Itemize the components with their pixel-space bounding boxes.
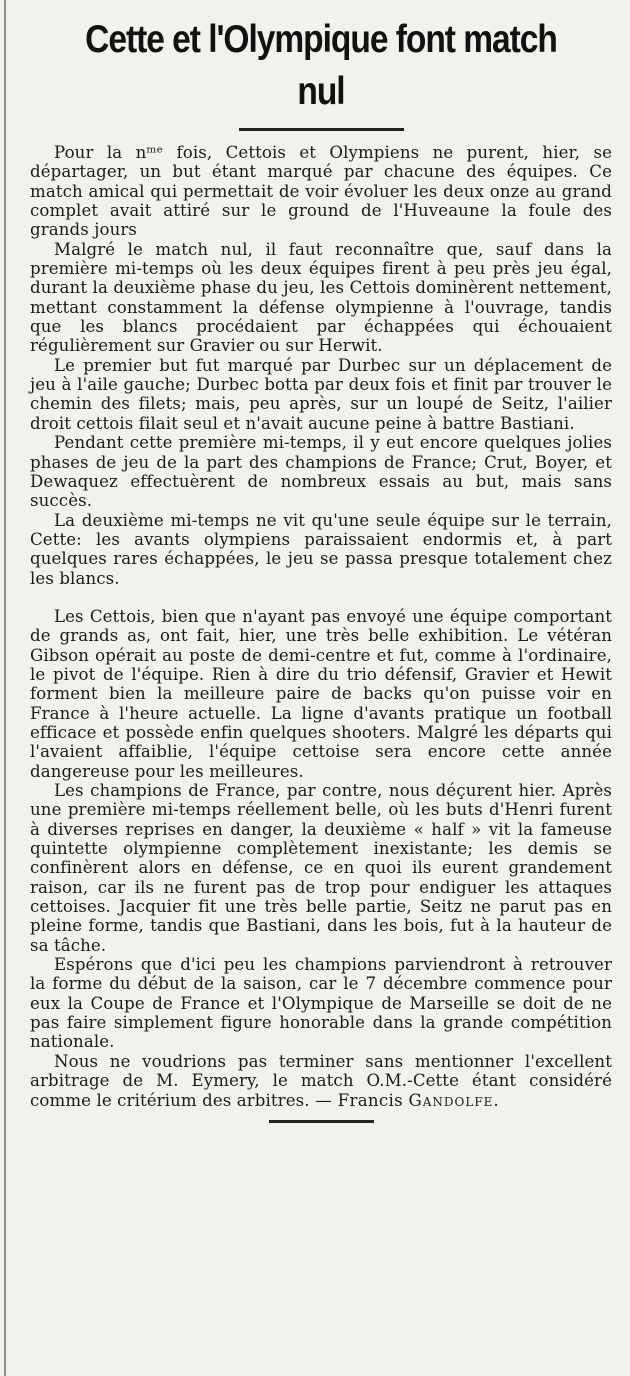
title-divider [239, 128, 404, 131]
paragraph-2: Malgré le match nul, il faut reconnaître que, sauf dans la première mi-temps où les deux équipes firent à peu près jeu égal, durant la deuxième phase du jeu, les Cettois dominèrent nettement, mettant constamment la défense olympienne à l'ouvrage, tandis que les blancs procédaient par échappées qui échouaient régulièrement sur Gravier ou sur Herwit. [30, 239, 612, 356]
paragraph-9 [30, 1052, 612, 1110]
paragraph-3: Le premier but fut marqué par Durbec sur un déplacement de jeu à l'aile gauche; Durbec botta par deux fois et finit par trouver le chemin des filets; mais, peu après, sur un loupé de Seitz, l'ailier droit cettois filait seul et n'avait aucune peine à battre Bastiani. [30, 355, 612, 433]
paragraph-5: La deuxième mi-temps ne vit qu'une seule équipe sur le terrain, Cette: les avants olympiens paraissaient endormis et, à part quelques rares échappées, le jeu se passa presque totalement chez les blancs. [30, 510, 612, 588]
paragraph-6: Les Cettois, bien que n'ayant pas envoyé une équipe comportant de grands as, ont fait, hier, une très belle exhibition. Le vétéran Gibson opérait au poste de demi-centre et fut, comme à l'ordinaire, le pivot de l'équipe. Rien à dire du trio défensif, Gravier et Hewit forment bien la meilleure paire de backs qu'on puisse voir en France à l'heure actuelle. La ligne d'avants pratique un football efficace et possède enfin quelques shooters. Malgré les départs qui l'avaient affaiblie, l'équipe cettoise sera encore cette année dangereuse pour les meilleures. [30, 606, 612, 781]
paragraph-4: Pendant cette première mi-temps, il y eut encore quelques jolies phases de jeu de la part des champions de France; Crut, Boyer, et Dewaquez effectuèrent de nombreux essais au but, mais sans succès. [30, 433, 612, 511]
article-body [30, 143, 612, 1110]
article-title: Cette et l'Olympique font match nul [85, 18, 557, 113]
signature-prefix: — Francis [309, 1090, 409, 1110]
paragraph-8: Espérons que d'ici peu les champions parviendront à retrouver la forme du début de la saison, car le 7 décembre commence pour eux la Coupe de France et l'Olympique de Marseille se doit de ne pas faire simplement figure honorable dans la grande compétition nationale. [30, 955, 612, 1052]
paragraph-9-text: Nous ne voudrions pas terminer sans mentionner l'excellent arbitrage de M. Eymery, le match O.M.-Cette étant considéré comme le critérium des arbitres. [30, 1051, 612, 1110]
column-rule [4, 0, 6, 1376]
paragraph-7: Les champions de France, par contre, nous déçurent hier. Après une première mi-temps réellement belle, où les buts d'Henri furent à diverses reprises en danger, la deuxième « half » vit la fameuse quintette olympienne complètement inexistante; les demis se confinèrent alors en défense, ce en quoi ils eurent grandement raison, car ils ne furent pas de trop pour endiguer les attaques cettoises. Jacquier fit une très belle partie, Seitz ne parut pas en pleine forme, tandis que Bastiani, dans les bois, fut à la hauteur de sa tâche. [30, 781, 612, 955]
signature-name: Gandolfe. [408, 1090, 500, 1110]
paragraph-1: Pour la nᵐᵉ fois, Cettois et Olympiens ne purent, hier, se départager, un but étant marqué par chacune des équipes. Ce match amical qui permettait de voir évoluer les deux onze au grand complet avait attiré sur le ground de l'Huveaune la foule des grands jours [30, 143, 612, 240]
end-divider [269, 1120, 374, 1123]
